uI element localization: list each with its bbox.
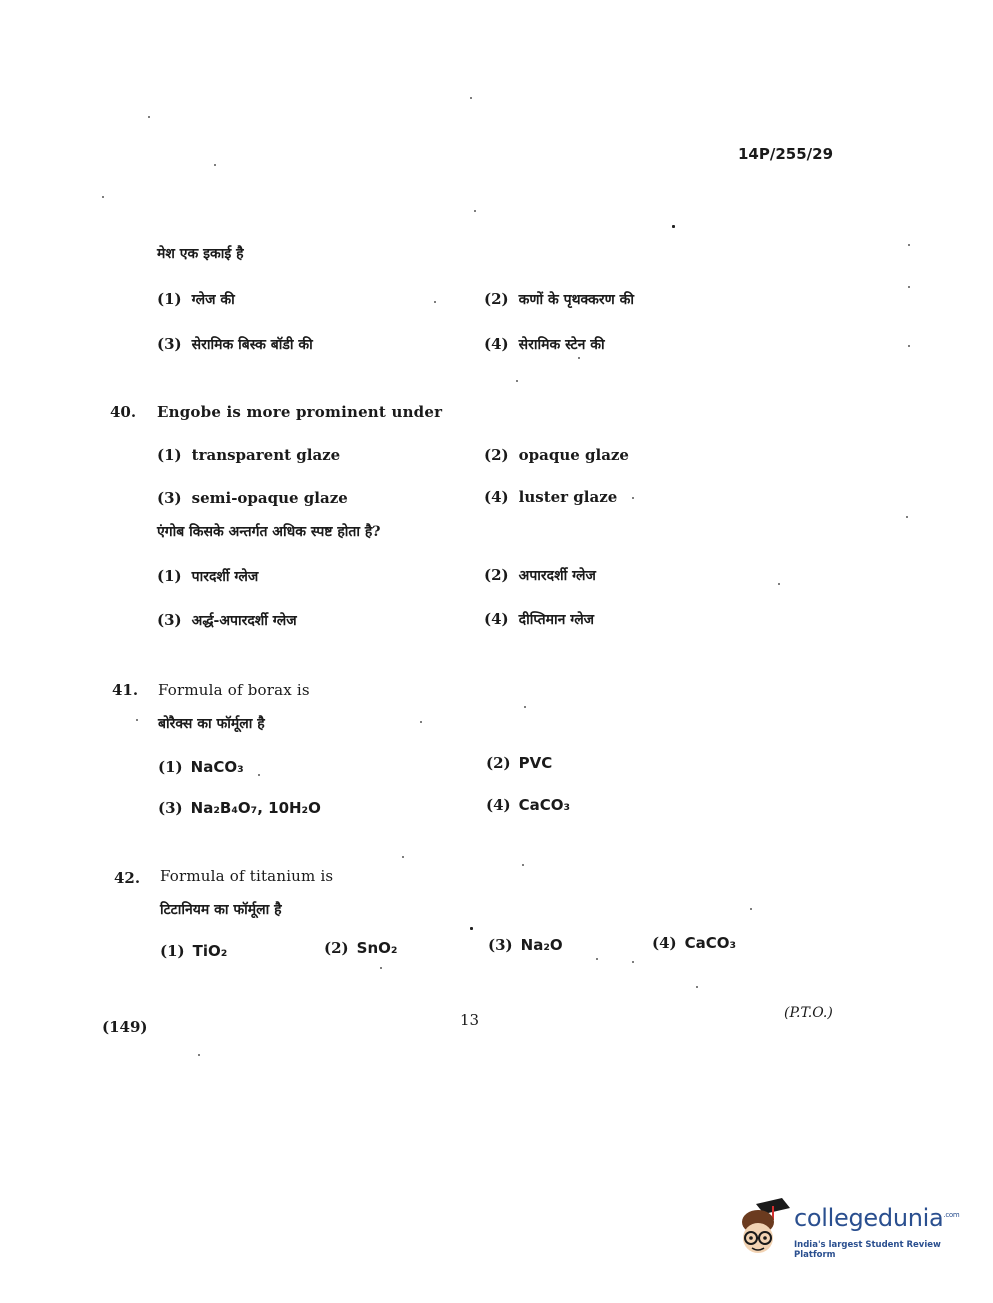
q40-hindi-option-1: (1) पारदर्शी ग्लेज [157, 567, 259, 585]
q39-option-3: (3) सेरामिक बिस्क बॉडी की [157, 335, 313, 353]
q41-option-1: (1) NaCO₃ [158, 758, 244, 776]
paper-code: 14P/255/29 [738, 145, 834, 163]
q40-stem-hindi: एंगोब किसके अन्तर्गत अधिक स्पष्ट होता है? [157, 524, 381, 540]
q40-hindi-option-4: (4) दीप्तिमान ग्लेज [484, 610, 595, 628]
q40-option-2: (2) opaque glaze [484, 446, 629, 464]
q41-option-3: (3) Na₂B₄O₇, 10H₂O [158, 799, 321, 817]
q41-option-2: (2) PVC [486, 754, 553, 772]
q41-option-4: (4) CaCO₃ [486, 796, 571, 814]
page-number: 13 [460, 1011, 480, 1029]
pto-note: (P.T.O.) [784, 1005, 833, 1021]
q39-option-4: (4) सेरामिक स्टेन की [484, 335, 605, 353]
logo-tagline: India's largest Student Review Platform [794, 1240, 941, 1260]
q42-option-3: (3) Na₂O [488, 936, 563, 954]
q39-stem-hindi: मेश एक इकाई है [157, 246, 244, 262]
collegedunia-logo [734, 1196, 964, 1266]
q39-option-2: (2) कणों के पृथक्करण की [484, 290, 635, 308]
q41-stem-hindi: बोरैक्स का फॉर्मूला है [158, 716, 265, 732]
logo-suffix: .com [943, 1211, 960, 1219]
mascot-icon [734, 1196, 794, 1260]
q42-option-4: (4) CaCO₃ [652, 934, 737, 952]
q42-stem-english: Formula of titanium is [160, 867, 334, 885]
q42-stem-hindi: टिटानियम का फॉर्मूला है [160, 902, 282, 918]
q40-stem-english: Engobe is more prominent under [157, 403, 443, 421]
q40-number: 40. [110, 403, 137, 421]
q42-option-2: (2) SnO₂ [324, 939, 398, 957]
q41-number: 41. [112, 681, 139, 699]
q40-option-4: (4) luster glaze [484, 488, 618, 506]
q41-stem-english: Formula of borax is [158, 681, 310, 699]
logo-wordmark: collegedunia [794, 1204, 944, 1232]
q40-hindi-option-2: (2) अपारदर्शी ग्लेज [484, 566, 596, 584]
q40-option-3: (3) semi-opaque glaze [157, 489, 348, 507]
booklet-code: (149) [102, 1018, 148, 1036]
q42-option-1: (1) TiO₂ [160, 942, 228, 960]
q40-option-1: (1) transparent glaze [157, 446, 341, 464]
q39-option-1: (1) ग्लेज की [157, 290, 235, 308]
q40-hindi-option-3: (3) अर्द्ध-अपारदर्शी ग्लेज [157, 611, 297, 629]
q42-number: 42. [114, 869, 141, 887]
